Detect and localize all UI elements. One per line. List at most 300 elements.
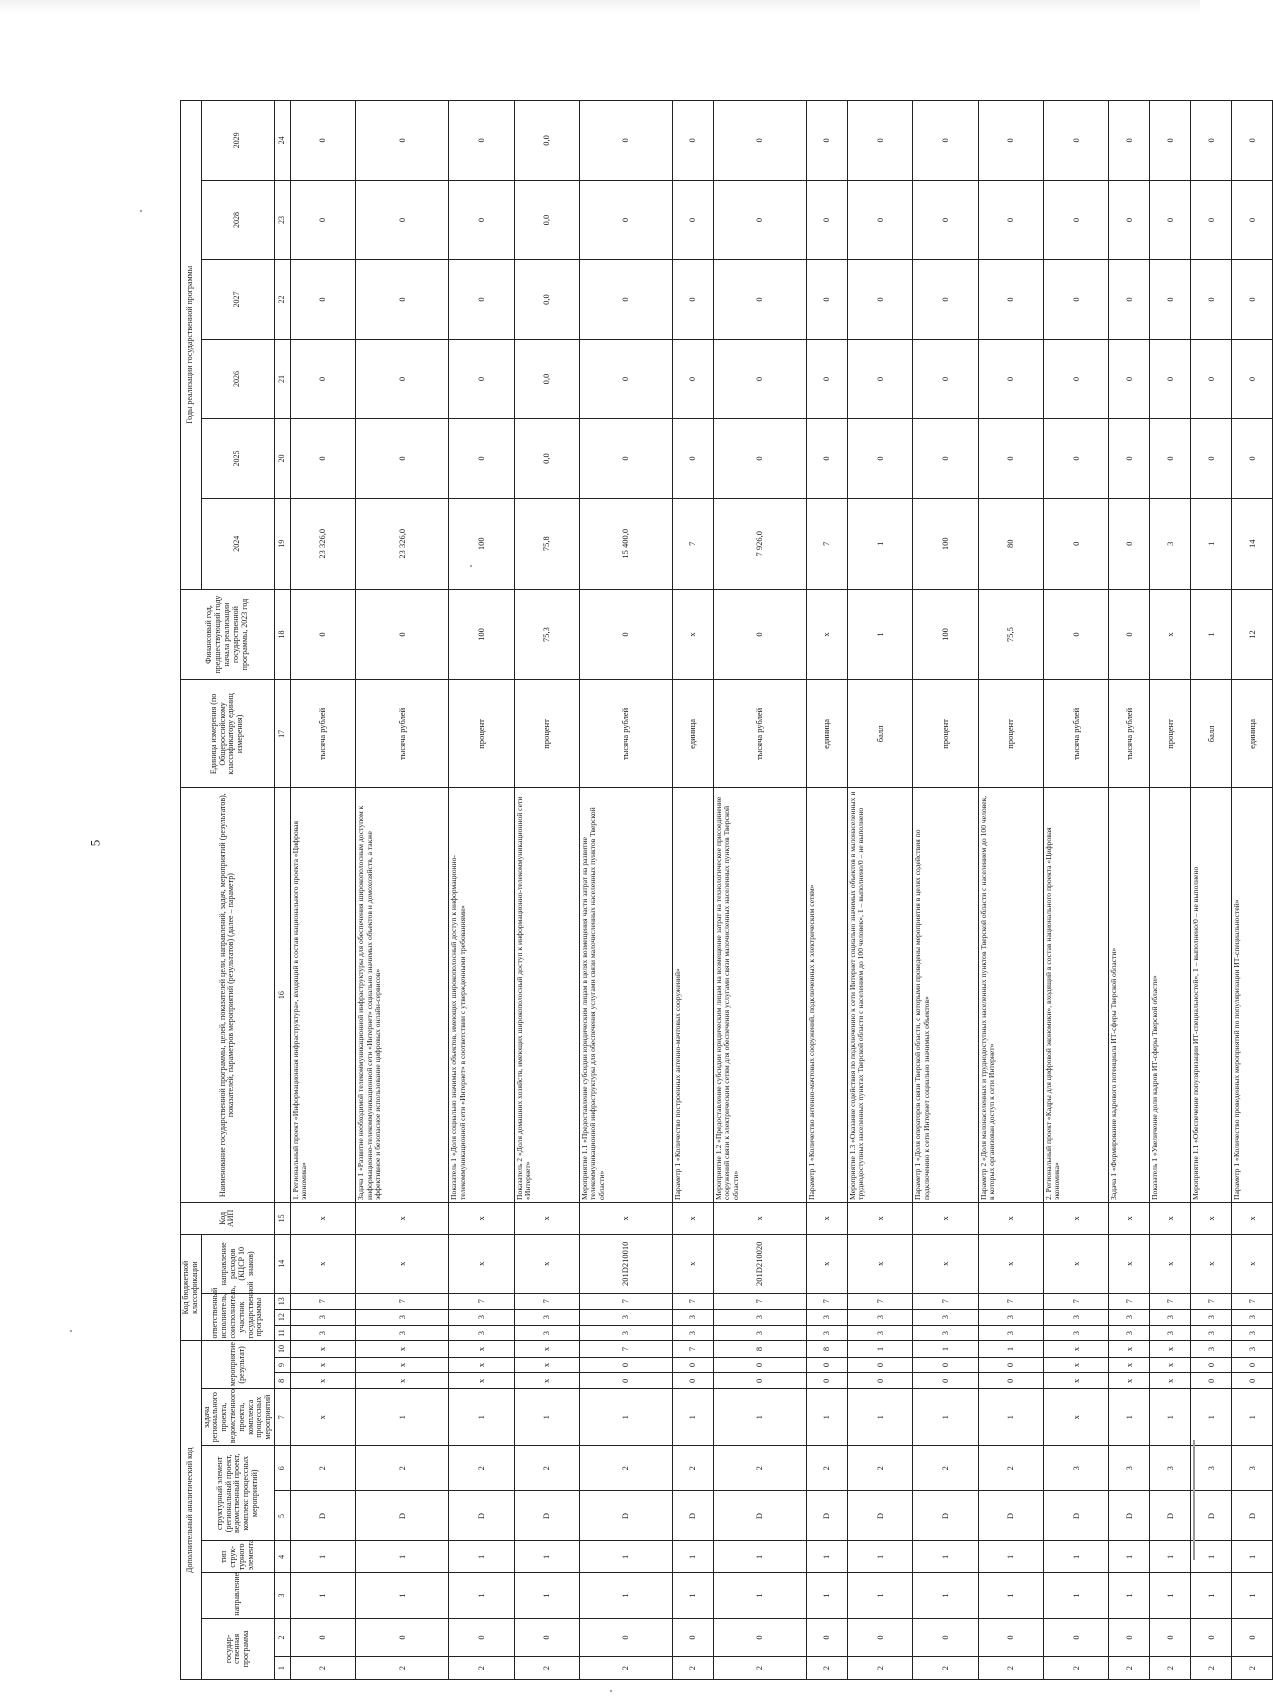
row-year-value: 100 — [449, 498, 514, 589]
code-cell: 2 — [449, 1446, 514, 1491]
row-year-value: 0 — [807, 101, 848, 181]
code-cell: D — [673, 1491, 714, 1541]
row-year-value: 23 326,0 — [290, 498, 355, 589]
code-cell: 1 — [807, 1541, 848, 1573]
code-cell: D — [449, 1491, 514, 1541]
code-cell: 0 — [913, 1618, 978, 1657]
header-base-year: Финансовый год, предшествующий году начала реализации государственной программы, 2023 год — [181, 589, 275, 680]
code-cell: х — [449, 1341, 514, 1357]
code-cell: х — [1191, 1234, 1232, 1293]
code-cell: 3 — [1109, 1325, 1150, 1341]
code-cell: 3 — [580, 1325, 673, 1341]
code-cell: 1 — [848, 1341, 913, 1357]
row-unit: тысяча рублей — [1044, 680, 1109, 788]
code-cell: х — [514, 1373, 579, 1389]
row-base-value: 75,3 — [514, 589, 579, 680]
code-cell: х — [514, 1341, 579, 1357]
code-cell: х — [848, 1202, 913, 1234]
code-cell: 3 — [1232, 1325, 1273, 1341]
code-cell: 1 — [913, 1341, 978, 1357]
code-cell: х — [449, 1373, 514, 1389]
code-cell: 3 — [807, 1325, 848, 1341]
code-cell: 1 — [913, 1389, 978, 1446]
table-row — [807, 101, 848, 1680]
code-cell: 2 — [913, 1446, 978, 1491]
row-year-value: 0 — [1109, 419, 1150, 499]
column-number: 23 — [274, 180, 290, 260]
code-cell: х — [290, 1389, 355, 1446]
code-cell: D — [580, 1491, 673, 1541]
row-year-value: 0 — [449, 101, 514, 181]
table-row — [514, 101, 579, 1680]
row-year-value: 0 — [1109, 498, 1150, 589]
row-year-value: 0 — [356, 260, 449, 340]
code-cell: 0 — [673, 1373, 714, 1389]
column-number: 9 — [274, 1357, 290, 1373]
code-cell: 3 — [673, 1309, 714, 1325]
row-unit: единица — [673, 680, 714, 788]
row-name: Показатель 2 «Доля домашних хозяйств, имеющих широкополосный доступ к информационно-телекоммуникационной сети «Интернет» — [514, 788, 579, 1203]
code-cell: 1 — [580, 1541, 673, 1573]
code-cell: 0 — [913, 1357, 978, 1373]
code-cell: 7 — [514, 1293, 579, 1309]
code-cell: 3 — [290, 1309, 355, 1325]
row-unit: процент — [913, 680, 978, 788]
row-year-value: 0,0 — [514, 180, 579, 260]
code-cell: 3 — [1150, 1309, 1191, 1325]
code-cell: 7 — [673, 1341, 714, 1357]
code-cell: 2 — [913, 1657, 978, 1680]
code-cell: 2 — [1232, 1657, 1273, 1680]
code-cell: х — [290, 1234, 355, 1293]
row-year-value: 0 — [449, 419, 514, 499]
header-direction: направление — [201, 1573, 274, 1618]
row-year-value: 0 — [673, 419, 714, 499]
header-task: задача регионального проекта, ведомственного проекта, комплекса процессных мероприятий — [201, 1389, 274, 1446]
table-row — [1191, 101, 1232, 1680]
code-cell: 0 — [978, 1357, 1043, 1373]
code-cell: 2 — [673, 1657, 714, 1680]
code-cell: 2 — [848, 1446, 913, 1491]
row-year-value: 0 — [913, 339, 978, 419]
row-year-value: 0 — [714, 339, 807, 419]
row-year-value: 0 — [673, 180, 714, 260]
row-year-value: 0 — [1232, 339, 1273, 419]
column-number: 11 — [274, 1325, 290, 1341]
code-cell: 3 — [1191, 1341, 1232, 1357]
code-cell: 3 — [714, 1309, 807, 1325]
code-cell: 3 — [1109, 1309, 1150, 1325]
code-cell: х — [807, 1202, 848, 1234]
code-cell: х — [449, 1202, 514, 1234]
row-year-value: 0 — [714, 180, 807, 260]
row-name: Мероприятие 1.2 «Предоставление субсидии юридическим лицам на возмещение затрат на технологическое присоединение сооружений связи к электрическим сетям для обеспечения услугами связи малочисленных населенных пунктов Тверской области» — [714, 788, 807, 1203]
code-cell: 1 — [673, 1389, 714, 1446]
header-years: Годы реализации государственной программы — [181, 101, 202, 590]
code-cell: 7 — [848, 1293, 913, 1309]
row-base-value: 100 — [913, 589, 978, 680]
row-name: 1. Региональный проект «Информационная инфраструктура», входящий в состав национального проекта «Цифровая экономика» — [290, 788, 355, 1203]
code-cell: х — [1044, 1234, 1109, 1293]
row-unit: процент — [978, 680, 1043, 788]
header-year-2027: 2027 — [201, 260, 274, 340]
row-year-value: 0 — [580, 419, 673, 499]
row-year-value: 15 400,0 — [580, 498, 673, 589]
code-cell: х — [913, 1234, 978, 1293]
column-number: 20 — [274, 419, 290, 499]
row-year-value: 0 — [1109, 260, 1150, 340]
code-cell: D — [807, 1491, 848, 1541]
row-year-value: 0 — [1109, 339, 1150, 419]
header-year-2025: 2025 — [201, 419, 274, 499]
code-cell: 3 — [1044, 1325, 1109, 1341]
column-number: 5 — [274, 1491, 290, 1541]
code-cell: 1 — [290, 1573, 355, 1618]
code-cell: х — [449, 1357, 514, 1373]
row-year-value: 0 — [1044, 260, 1109, 340]
code-cell: 0 — [1232, 1618, 1273, 1657]
code-cell: х — [514, 1202, 579, 1234]
code-cell: D — [356, 1491, 449, 1541]
column-number: 4 — [274, 1541, 290, 1573]
code-cell: 3 — [449, 1309, 514, 1325]
column-number: 19 — [274, 498, 290, 589]
code-cell: х — [1109, 1202, 1150, 1234]
code-cell: 1 — [1150, 1389, 1191, 1446]
row-year-value: 0 — [848, 419, 913, 499]
code-cell: 2 — [673, 1446, 714, 1491]
row-name: Параметр 1 «Доля операторов связи Тверской области, с которыми проведены мероприятия в целях содействия по подключению к сети Интернет социально значимых объектов» — [913, 788, 978, 1203]
row-year-value: 75,8 — [514, 498, 579, 589]
code-cell: 7 — [1109, 1293, 1150, 1309]
code-cell: 1 — [290, 1541, 355, 1573]
code-cell: 3 — [1109, 1446, 1150, 1491]
table-row — [1150, 101, 1191, 1680]
row-year-value: 0 — [848, 339, 913, 419]
row-name: Задача 1 «Формирование кадрового потенциала ИТ-сферы Тверской области» — [1109, 788, 1150, 1203]
column-number: 10 — [274, 1341, 290, 1357]
row-unit: единица — [807, 680, 848, 788]
column-number: 24 — [274, 101, 290, 181]
code-cell: 1 — [978, 1341, 1043, 1357]
row-year-value: 0 — [1191, 260, 1232, 340]
column-number: 16 — [274, 788, 290, 1203]
row-year-value: 0 — [356, 101, 449, 181]
table-row — [580, 101, 673, 1680]
code-cell: 3 — [356, 1325, 449, 1341]
column-number: 1 — [274, 1657, 290, 1680]
row-year-value: 0 — [848, 101, 913, 181]
row-year-value: 0 — [290, 180, 355, 260]
code-cell: х — [1044, 1357, 1109, 1373]
row-name: Показатель 1 «Увеличение доли кадров ИТ-сферы Тверской области» — [1150, 788, 1191, 1203]
code-cell: 1 — [1232, 1541, 1273, 1573]
code-cell: 0 — [1044, 1618, 1109, 1657]
code-cell: 0 — [673, 1618, 714, 1657]
code-cell: 0 — [449, 1618, 514, 1657]
scan-edge-mark — [1193, 1440, 1195, 1560]
row-year-value: 0 — [673, 260, 714, 340]
code-cell: 1 — [580, 1389, 673, 1446]
code-cell: х — [290, 1373, 355, 1389]
code-cell: х — [1150, 1341, 1191, 1357]
scan-edge — [0, 0, 1200, 14]
header-analytic-code: Дополнительный аналитический код — [181, 1341, 202, 1680]
table-row — [673, 101, 714, 1680]
code-cell: 1 — [356, 1541, 449, 1573]
header-expense-direction: направление расходов (КЦСР 10 знаков) — [201, 1234, 274, 1293]
row-base-value: х — [673, 589, 714, 680]
code-cell: 1 — [848, 1573, 913, 1618]
row-year-value: 80 — [978, 498, 1043, 589]
code-cell: х — [1150, 1357, 1191, 1373]
row-year-value: 0 — [807, 419, 848, 499]
header-unit: Единица измерения (по Общероссийскому классификатору единиц измерения) — [181, 680, 275, 788]
code-cell: х — [514, 1357, 579, 1373]
code-cell: 0 — [1191, 1618, 1232, 1657]
header-year-2024: 2024 — [201, 498, 274, 589]
code-cell: D — [1109, 1491, 1150, 1541]
code-cell: 3 — [449, 1325, 514, 1341]
row-unit: тысяча рублей — [356, 680, 449, 788]
code-cell: 2 — [714, 1446, 807, 1491]
code-cell: 3 — [978, 1325, 1043, 1341]
row-name: Параметр 1 «Количество проведенных мероприятий по популяризации ИТ-специальностей» — [1232, 788, 1273, 1203]
code-cell: 201D210020 — [714, 1234, 807, 1293]
code-cell: 0 — [1150, 1618, 1191, 1657]
row-year-value: 0 — [1109, 180, 1150, 260]
column-number: 17 — [274, 680, 290, 788]
column-number: 15 — [274, 1202, 290, 1234]
column-number-row — [274, 101, 290, 1680]
code-cell: 0 — [848, 1357, 913, 1373]
code-cell: х — [290, 1357, 355, 1373]
code-cell: 0 — [714, 1373, 807, 1389]
row-year-value: 0 — [913, 180, 978, 260]
code-cell: D — [848, 1491, 913, 1541]
header-structural-element: структурный элемент (региональный проект, ведомственный проект, комплекс процессных мероприятий) — [201, 1446, 274, 1541]
code-cell: 7 — [714, 1293, 807, 1309]
code-cell: 2 — [1044, 1657, 1109, 1680]
code-cell: D — [1044, 1491, 1109, 1541]
code-cell: 7 — [913, 1293, 978, 1309]
header-year-2029: 2029 — [201, 101, 274, 181]
code-cell: 7 — [580, 1293, 673, 1309]
code-cell: 7 — [978, 1293, 1043, 1309]
code-cell: 7 — [580, 1341, 673, 1357]
code-cell: 1 — [1150, 1541, 1191, 1573]
row-year-value: 7 926,0 — [714, 498, 807, 589]
code-cell: х — [1044, 1373, 1109, 1389]
code-cell: х — [580, 1202, 673, 1234]
code-cell: 0 — [580, 1373, 673, 1389]
code-cell: 3 — [848, 1325, 913, 1341]
code-cell: 0 — [580, 1618, 673, 1657]
column-number: 18 — [274, 589, 290, 680]
code-cell: х — [673, 1234, 714, 1293]
row-year-value: 0 — [807, 339, 848, 419]
row-year-value: 0 — [1150, 260, 1191, 340]
table-row — [913, 101, 978, 1680]
row-year-value: 0 — [1191, 180, 1232, 260]
code-cell: 1 — [714, 1573, 807, 1618]
code-cell: D — [913, 1491, 978, 1541]
code-cell: 0 — [913, 1373, 978, 1389]
code-cell: 0 — [356, 1618, 449, 1657]
code-cell: 3 — [807, 1309, 848, 1325]
code-cell: 3 — [913, 1309, 978, 1325]
row-year-value: 0 — [290, 101, 355, 181]
code-cell: 1 — [848, 1541, 913, 1573]
code-cell: 0 — [714, 1357, 807, 1373]
code-cell: 0 — [1232, 1373, 1273, 1389]
row-base-value: 0 — [290, 589, 355, 680]
code-cell: 0 — [514, 1618, 579, 1657]
column-number: 3 — [274, 1573, 290, 1618]
code-cell: 0 — [807, 1618, 848, 1657]
code-cell: 2 — [807, 1657, 848, 1680]
row-year-value: 0 — [913, 419, 978, 499]
code-cell: 1 — [1109, 1389, 1150, 1446]
row-year-value: 0 — [1044, 419, 1109, 499]
row-year-value: 0 — [580, 180, 673, 260]
code-cell: х — [356, 1341, 449, 1357]
code-cell: 3 — [1150, 1325, 1191, 1341]
code-cell: 3 — [514, 1325, 579, 1341]
code-cell: D — [290, 1491, 355, 1541]
row-year-value: 1 — [1191, 498, 1232, 589]
row-year-value: 0 — [978, 260, 1043, 340]
row-year-value: 0 — [848, 180, 913, 260]
code-cell: 1 — [1191, 1389, 1232, 1446]
code-cell: 3 — [1191, 1309, 1232, 1325]
code-cell: х — [356, 1373, 449, 1389]
code-cell: х — [356, 1234, 449, 1293]
row-year-value: 0 — [580, 260, 673, 340]
code-cell: 2 — [356, 1657, 449, 1680]
code-cell: 0 — [580, 1357, 673, 1373]
code-cell: 0 — [290, 1618, 355, 1657]
code-cell: D — [1150, 1491, 1191, 1541]
code-cell: 3 — [1232, 1309, 1273, 1325]
code-cell: 2 — [449, 1657, 514, 1680]
code-cell: 0 — [714, 1618, 807, 1657]
row-year-value: 0 — [714, 101, 807, 181]
code-cell: 2 — [807, 1446, 848, 1491]
row-unit: балл — [1191, 680, 1232, 788]
code-cell: х — [1150, 1202, 1191, 1234]
row-year-value: 0 — [1191, 339, 1232, 419]
code-cell: 3 — [673, 1325, 714, 1341]
code-cell: 1 — [978, 1573, 1043, 1618]
code-cell: 2 — [1150, 1657, 1191, 1680]
row-year-value: 0 — [714, 260, 807, 340]
code-cell: 1 — [1109, 1541, 1150, 1573]
code-cell: 1 — [714, 1389, 807, 1446]
row-year-value: 3 — [1150, 498, 1191, 589]
row-year-value: 0 — [978, 180, 1043, 260]
row-year-value: 0 — [673, 339, 714, 419]
code-cell: 2 — [848, 1657, 913, 1680]
row-unit: единица — [1232, 680, 1273, 788]
code-cell: 2 — [978, 1657, 1043, 1680]
code-cell: 3 — [1044, 1446, 1109, 1491]
code-cell: 1 — [449, 1389, 514, 1446]
column-number: 8 — [274, 1373, 290, 1389]
row-base-value: 12 — [1232, 589, 1273, 680]
row-name: Мероприятие 1.1 «Предоставление субсидии юридическим лицам в целях возмещения части затрат на развитие телекоммуникационной инфраструктуры для обеспечения услугами связи малочисленных населенных пунктов Тверской области» — [580, 788, 673, 1203]
row-name: Мероприятие 1.3 «Оказание содействия по подключению к сети Интернет социально значимых объектов в малонаселенных и труднодоступных населенных пунктах Тверской области с населением до 100 человек», 1 – выполнено/0 – не выполнено — [848, 788, 913, 1203]
code-cell: х — [1109, 1341, 1150, 1357]
code-cell: х — [1191, 1202, 1232, 1234]
column-number: 6 — [274, 1446, 290, 1491]
row-unit: тысяча рублей — [290, 680, 355, 788]
row-base-value: 0 — [714, 589, 807, 680]
code-cell: 0 — [1191, 1373, 1232, 1389]
row-name: Задача 1 «Развитие необходимой телекоммуникационной инфраструктуры для обеспечения широкополосным доступом к информационно-телекоммуникационной сети «Интернет» социально значимых объектов и домохозяйств, а также эффективное и безопасное использование цифровых онлайн-сервисов» — [356, 788, 449, 1203]
row-base-value: 1 — [848, 589, 913, 680]
code-cell: 3 — [1232, 1446, 1273, 1491]
code-cell: 7 — [1150, 1293, 1191, 1309]
code-cell: х — [978, 1202, 1043, 1234]
row-year-value: 0 — [714, 419, 807, 499]
code-cell: 3 — [913, 1325, 978, 1341]
code-cell: х — [449, 1234, 514, 1293]
row-year-value: 0 — [1150, 180, 1191, 260]
code-cell: 3 — [356, 1309, 449, 1325]
row-year-value: 0 — [449, 339, 514, 419]
code-cell: 7 — [449, 1293, 514, 1309]
row-year-value: 0 — [978, 101, 1043, 181]
code-cell: D — [714, 1491, 807, 1541]
code-cell: 7 — [1232, 1293, 1273, 1309]
code-cell: х — [356, 1202, 449, 1234]
row-year-value: 0 — [449, 260, 514, 340]
header-name: Наименование государственной программы, целей, показателей цели, направлений, задач, мероприятий (результатов), показателей, параметров мероприятий (результатов) (далее – параметр) — [181, 788, 275, 1203]
header-budget-code: Код бюджетной классификации — [181, 1234, 202, 1341]
column-number: 2 — [274, 1618, 290, 1657]
code-cell: х — [714, 1202, 807, 1234]
code-cell: 1 — [978, 1389, 1043, 1446]
row-year-value: 7 — [807, 498, 848, 589]
code-cell: 0 — [1232, 1357, 1273, 1373]
row-base-value: 0 — [356, 589, 449, 680]
row-year-value: 0 — [449, 180, 514, 260]
code-cell: х — [290, 1341, 355, 1357]
code-cell: 7 — [673, 1293, 714, 1309]
row-year-value: 0 — [1150, 419, 1191, 499]
code-cell: 3 — [1191, 1325, 1232, 1341]
code-cell: 1 — [1044, 1573, 1109, 1618]
scan-speck — [610, 1690, 612, 1692]
code-cell: 0 — [807, 1357, 848, 1373]
code-cell: х — [290, 1202, 355, 1234]
code-cell: 1 — [913, 1541, 978, 1573]
row-unit: процент — [514, 680, 579, 788]
code-cell: 1 — [978, 1541, 1043, 1573]
header-year-2026: 2026 — [201, 339, 274, 419]
table-row — [356, 101, 449, 1680]
row-year-value: 0 — [290, 260, 355, 340]
page-number: 5 — [87, 839, 103, 847]
header-state-program: государ-ственная программа — [201, 1618, 274, 1679]
code-cell: х — [1109, 1234, 1150, 1293]
row-year-value: 100 — [913, 498, 978, 589]
code-cell: 2 — [580, 1657, 673, 1680]
table-row — [848, 101, 913, 1680]
code-cell: х — [1150, 1373, 1191, 1389]
code-cell: 1 — [1232, 1573, 1273, 1618]
